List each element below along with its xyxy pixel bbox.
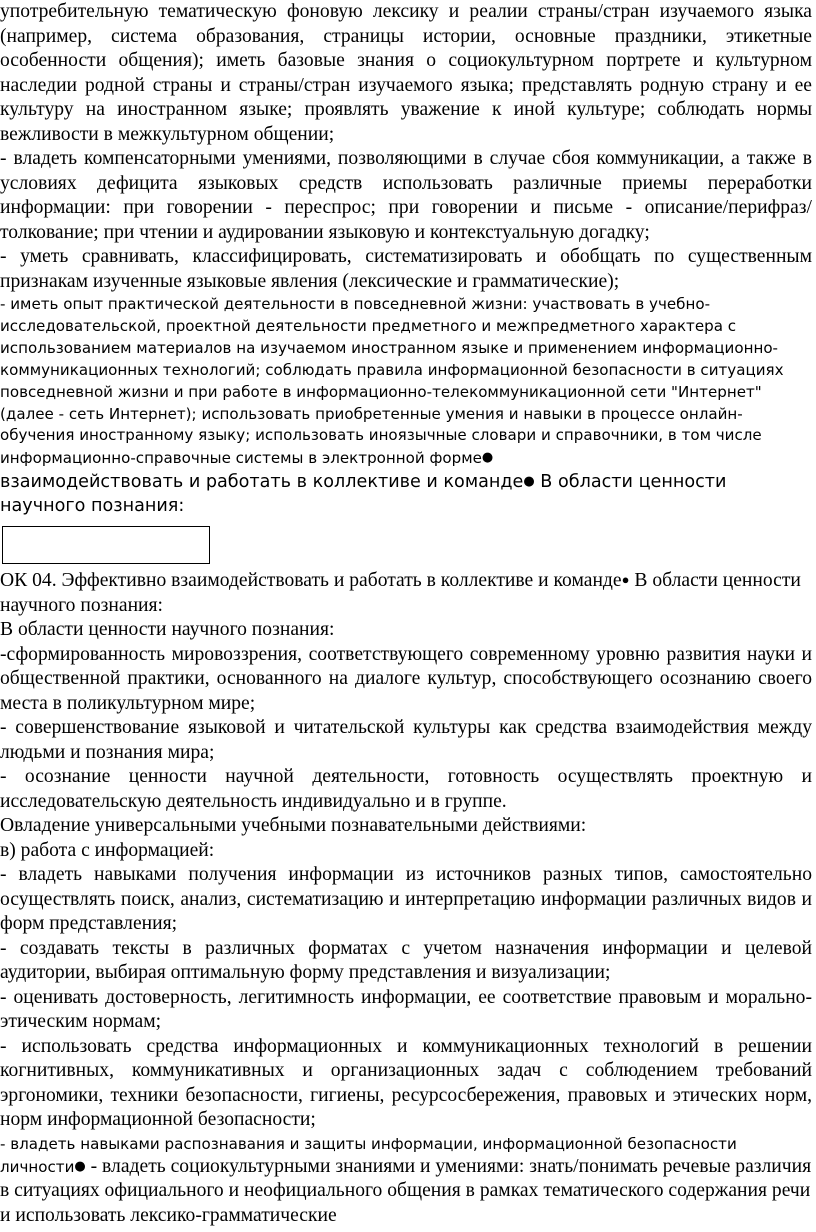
paragraph-create-texts: - создавать тексты в различных форматах с учетом назначения информации и целевой аудитории, выбирая оптимальную форму представления и визуализации;: [0, 937, 812, 984]
ok04-text: ОК 04. Эффективно взаимодействовать и работать в коллективе и команде: [0, 570, 622, 592]
paragraph-information-security: [0, 1133, 816, 1229]
bullet-icon: ●: [481, 450, 494, 466]
information-security-text: - владеть навыками распознавания и защиты информации, информационной безопасности личности: [0, 1134, 737, 1176]
paragraph-research-activity: - осознание ценности научной деятельности, готовность осуществлять проектную и исследовательскую деятельность индивидуально и в группе.: [0, 766, 812, 812]
heading-working-with-information: в) работа с информацией:: [0, 839, 215, 861]
paragraph-sociocultural: употребительную тематическую фоновую лексику и реалии страны/стран изучаемого языка (например, система образования, страницы истории, основные праздники, этикетные особенности общения); иметь базовые знания о социокультурном портрете и культурном наследии родной страны и страны/стран изучаемого языка; представлять родную страну и ее культуру на иностранном языке; проявлять уважение к иной культуре; соблюдать нормы вежливости в межкультурном общении;: [0, 1, 812, 145]
paragraph-worldview: -сформированность мировоззрения, соответствующего современному уровню развития науки и общественной практики, основанного на диалоге культур, способствующего осознанию своего места в поликультурном мире;: [0, 643, 812, 714]
heading-universal-actions: Овладение универсальными учебными познавательными действиями:: [0, 815, 587, 837]
paragraph-compensatory-skills: - владеть компенсаторными умениями, позволяющими в случае сбоя коммуникации, а также в условиях дефицита языковых средств использовать различные приемы переработки информации: при говорении - переспрос; при говорении и письме - описание/перифраз/толкование; при чтении и аудировании языковую и контекстуальную догадку;: [0, 148, 812, 243]
paragraph-practical-experience: [0, 294, 816, 470]
paragraph-information-skills: - владеть навыками получения информации из источников разных типов, самостоятельно осуществлять поиск, анализ, систематизацию и интерпретацию информации различных видов и форм представления;: [0, 864, 812, 935]
practical-experience-text: - иметь опыт практической деятельности в повседневной жизни: участвовать в учебно-исследовательской, проектной деятельности предметного и межпредметного характера с использованием материалов на изучаемом иностранном языке и применением информационно-коммуникационных технологий; соблюдать правила информационной безопасности в ситуациях повседневной жизни и при работе в информационно-телекоммуникационной сети "Интернет" (далее - сеть Интернет); использовать приобретенные умения и навыки в процессе онлайн-обучения иностранному языку; использовать иноязычные словари и справочники, в том числе информационно-справочные системы в электронной форме: [0, 295, 784, 468]
bullet-icon: ●: [74, 1158, 86, 1174]
paragraph-language-culture: - совершенствование языковой и читательской культуры как средства взаимодействия между людьми и познания мира;: [0, 717, 812, 763]
paragraph-evaluate-information: - оценивать достоверность, легитимность информации, ее соответствие правовым и морально-этическим нормам;: [0, 986, 812, 1033]
bullet-icon: ●: [523, 474, 535, 490]
paragraph-ict-usage: - использовать средства информационных и коммуникационных технологий в решении когнитивных, коммуникативных и организационных задач с соблюдением требований эргономики, техники безопасности, гигиены, ресурсосбережения, правовых и этических норм, норм информационной безопасности;: [0, 1035, 812, 1131]
paragraph-ok04: [0, 568, 816, 618]
teamwork-science-text: В области ценности научного познания:: [0, 472, 727, 517]
empty-table-cell: [2, 526, 210, 564]
teamwork-text: взаимодействовать и работать в коллективе и команде: [0, 472, 524, 493]
bullet-icon: ●: [621, 572, 630, 588]
paragraph-teamwork: [0, 470, 816, 518]
sociocultural-knowledge-text: - владеть социокультурными знаниями и умениями: знать/понимать речевые различия в ситуациях официального и неофициального общения в рамках тематического содержания речи и использовать лексико-грамматические: [0, 1155, 812, 1226]
ok04-science-text: В области ценности научного познания:: [0, 570, 801, 616]
heading-science-value: В области ценности научного познания:: [0, 619, 335, 641]
paragraph-compare-classify: - уметь сравнивать, классифицировать, систематизировать и обобщать по существенным признакам изученные языковые явления (лексические и грамматические);: [0, 246, 812, 292]
